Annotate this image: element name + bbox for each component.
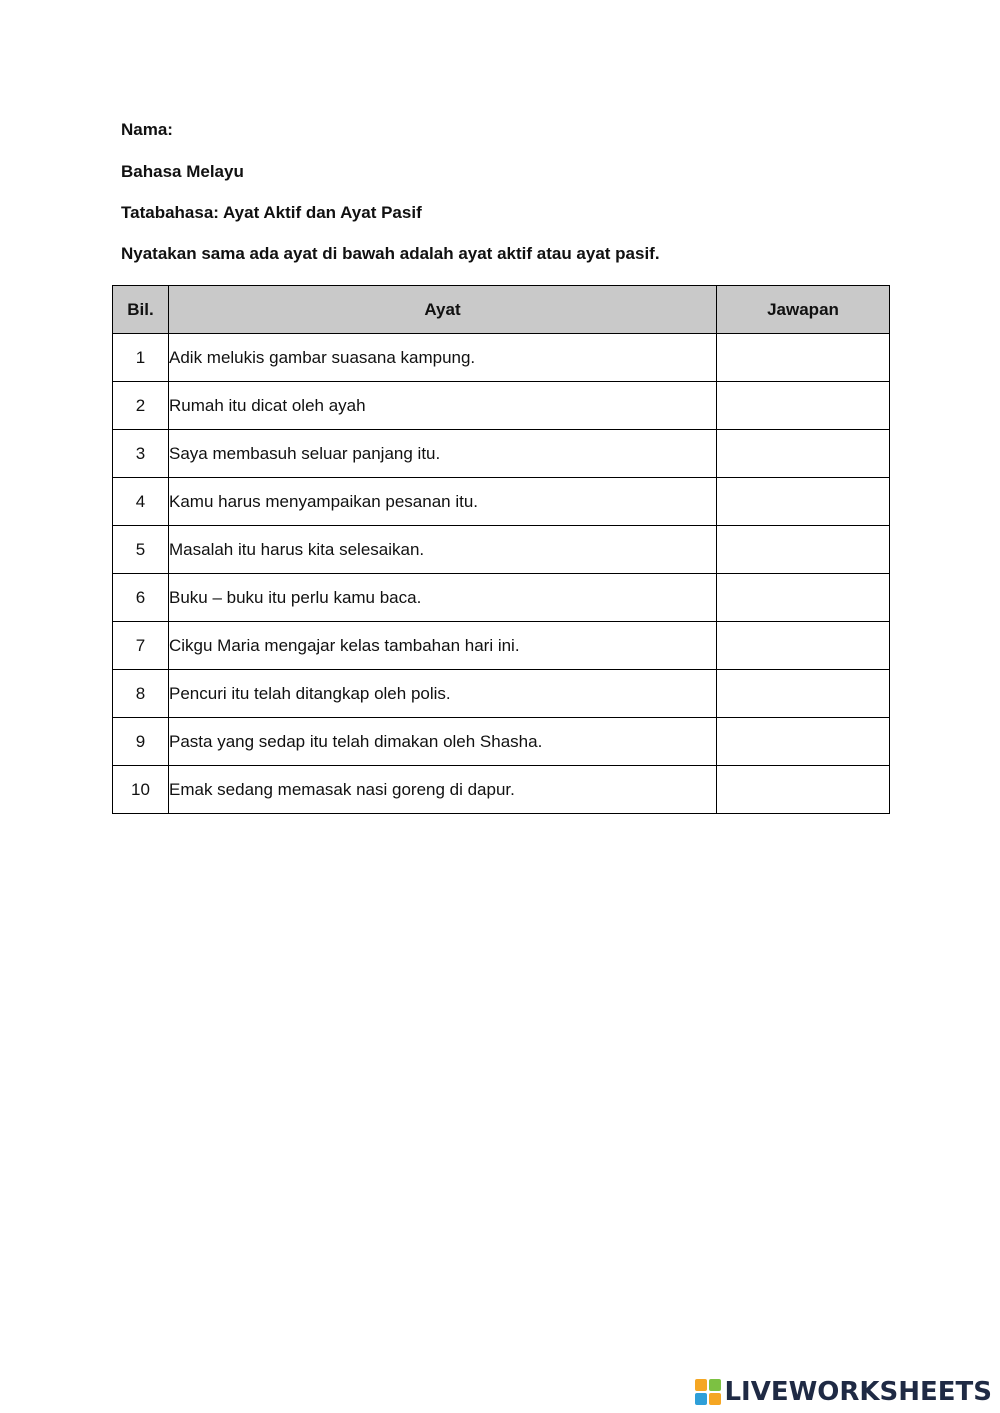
answer-field[interactable] (717, 526, 890, 574)
row-number: 3 (113, 430, 169, 478)
name-label: Nama: (121, 120, 173, 139)
answer-field[interactable] (717, 766, 890, 814)
table-row (113, 526, 890, 574)
row-sentence: Adik melukis gambar suasana kampung. (169, 334, 717, 382)
instruction-text: Nyatakan sama ada ayat di bawah adalah ayat aktif atau ayat pasif. (121, 244, 660, 263)
column-header-ayat: Ayat (169, 286, 717, 334)
table-row (113, 766, 890, 814)
row-number: 8 (113, 670, 169, 718)
table-row (113, 478, 890, 526)
table-row (113, 622, 890, 670)
table-row (113, 430, 890, 478)
row-sentence: Rumah itu dicat oleh ayah (169, 382, 717, 430)
row-number: 4 (113, 478, 169, 526)
liveworksheets-logo-icon (695, 1379, 721, 1405)
answer-field[interactable] (717, 718, 890, 766)
table-row (113, 334, 890, 382)
answer-field[interactable] (717, 478, 890, 526)
row-sentence: Pencuri itu telah ditangkap oleh polis. (169, 670, 717, 718)
table-row (113, 382, 890, 430)
row-sentence: Pasta yang sedap itu telah dimakan oleh Shasha. (169, 718, 717, 766)
column-header-bil: Bil. (113, 286, 169, 334)
answer-field[interactable] (717, 670, 890, 718)
answer-field[interactable] (717, 430, 890, 478)
table-row (113, 574, 890, 622)
row-number: 5 (113, 526, 169, 574)
row-sentence: Emak sedang memasak nasi goreng di dapur. (169, 766, 717, 814)
liveworksheets-logo (695, 1377, 992, 1407)
table-row (113, 718, 890, 766)
row-sentence: Saya membasuh seluar panjang itu. (169, 430, 717, 478)
subject-title: Bahasa Melayu (121, 162, 244, 181)
row-number: 9 (113, 718, 169, 766)
worksheet-table (112, 285, 890, 814)
logo-text: LIVEWORKSHEETS (724, 1377, 992, 1407)
answer-field[interactable] (717, 382, 890, 430)
answer-field[interactable] (717, 574, 890, 622)
table-header-row (113, 286, 890, 334)
row-sentence: Cikgu Maria mengajar kelas tambahan hari ini. (169, 622, 717, 670)
row-sentence: Buku – buku itu perlu kamu baca. (169, 574, 717, 622)
row-number: 10 (113, 766, 169, 814)
row-number: 6 (113, 574, 169, 622)
row-number: 2 (113, 382, 169, 430)
row-number: 1 (113, 334, 169, 382)
row-sentence: Kamu harus menyampaikan pesanan itu. (169, 478, 717, 526)
table-row (113, 670, 890, 718)
answer-field[interactable] (717, 622, 890, 670)
row-number: 7 (113, 622, 169, 670)
topic-title: Tatabahasa: Ayat Aktif dan Ayat Pasif (121, 203, 422, 222)
answer-field[interactable] (717, 334, 890, 382)
row-sentence: Masalah itu harus kita selesaikan. (169, 526, 717, 574)
column-header-jawapan: Jawapan (717, 286, 890, 334)
